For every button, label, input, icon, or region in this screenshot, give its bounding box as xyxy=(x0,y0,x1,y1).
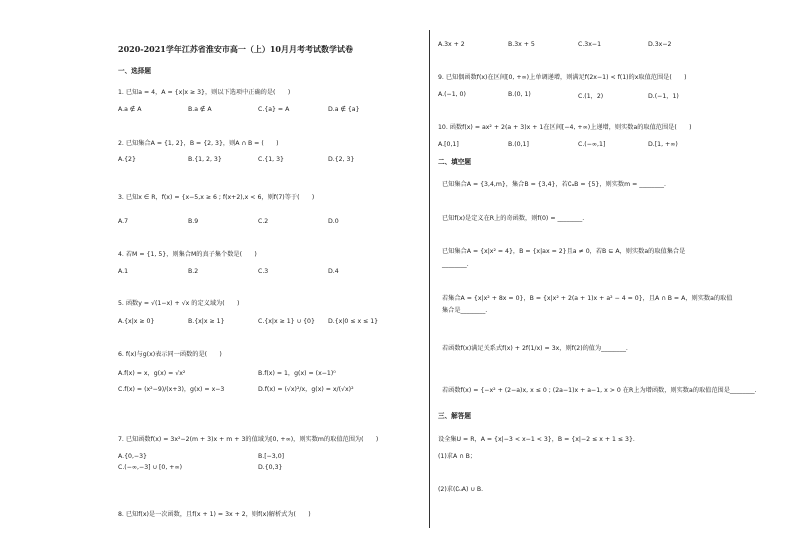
question-9: 9. 已知偶函数f(x)在区间[0, +∞)上单调递增，则满足f(2x−1) < f(1)的x取值范围是( ) xyxy=(438,74,687,81)
option: D.a ∉ {a} xyxy=(328,106,360,113)
answer-part-1: (1)求A ∩ B； xyxy=(438,453,477,460)
option: C.{1, 3} xyxy=(258,156,284,163)
option: A.a ∉ A xyxy=(118,106,142,113)
option: D.0 xyxy=(328,218,339,225)
question-8: 8. 已知f(x)是一次函数，且f(x + 1) = 3x + 2，则f(x)解析式为( ) xyxy=(118,511,311,518)
question-1: 1. 已知a = 4，A = {x|x ≥ 3}，则以下选项中正确的是( ) xyxy=(118,89,291,96)
option: D.3x−2 xyxy=(648,41,672,48)
page-title: 2020-2021学年江苏省淮安市高一（上）10月月考考试数学试卷 xyxy=(118,44,353,54)
option: D.{2, 3} xyxy=(328,156,355,163)
option: A.{0,−3} xyxy=(118,453,147,460)
option: B.[−3,0] xyxy=(258,453,285,460)
question-6: 6. f(x)与g(x)表示同一函数的是( ) xyxy=(118,351,222,358)
option: C.3 xyxy=(258,268,269,275)
option: C.(−∞,1] xyxy=(578,141,606,148)
option: B.{x|x ≥ 1} xyxy=(188,318,225,325)
answer-part-2: (2)求(∁ᵤA) ∪ B. xyxy=(438,486,484,493)
option: C.2 xyxy=(258,218,269,225)
column-divider xyxy=(429,30,430,528)
option: D.[1, +∞) xyxy=(648,141,678,148)
question-5: 5. 函数y = √(1−x) + √x 的定义域为( ) xyxy=(118,300,240,307)
option: C.{x|x ≥ 1} ∪ {0} xyxy=(258,318,315,325)
option: D.{x|0 ≤ x ≤ 1} xyxy=(328,318,379,325)
option: B.(0,1] xyxy=(508,141,529,148)
option: D.(−1，1) xyxy=(648,93,679,100)
fill-question-4: 若集合A = {x|x² + 8x = 0}，B = {x|x² + 2(a + 1)x + a² − 4 = 0}，且A ∩ B = A，则实数a的取值 xyxy=(442,295,733,302)
question-7: 7. 已知函数f(x) = 3x²−2(m + 3)x + m + 3的值域为[0, +∞)，则实数m的取值范围为( ) xyxy=(118,436,379,443)
option: B.3x + 5 xyxy=(508,41,535,48)
option: A.{x|x ≥ 0} xyxy=(118,318,155,325)
option: A.1 xyxy=(118,268,129,275)
fill-question-2: 已知f(x)是定义在R上的奇函数，则f(0) = ________. xyxy=(442,215,585,222)
option: C.(1，2) xyxy=(578,93,604,100)
section-heading-fill: 二、填空题 xyxy=(438,158,471,166)
fill-question-3-cont: ________. xyxy=(442,261,469,268)
question-4: 4. 若M = {1, 5}，则集合M的真子集个数是( ) xyxy=(118,251,257,258)
option: C.f(x) = (x²−9)/(x+3)，g(x) = x−3 xyxy=(118,386,225,393)
option: A.{2} xyxy=(118,156,136,163)
question-10: 10. 函数f(x) = ax² + 2(a + 3)x + 1在区间[−4, +∞)上递增，则实数a的取值范围是( ) xyxy=(438,124,692,131)
question-3: 3. 已知x ∈ R，f(x) = {x−5,x ≥ 6 ; f(x+2),x < 6，则f(7)等于( ) xyxy=(118,194,315,201)
section-heading-choice: 一、选择题 xyxy=(118,67,151,75)
option: A.(−1, 0) xyxy=(438,91,466,98)
option: A.7 xyxy=(118,218,129,225)
fill-question-3: 已知集合A = {x|x² = 4}，B = {x|ax = 2}且a ≠ 0，若B ⊆ A，则实数a的取值集合是 xyxy=(442,248,686,255)
option: C.3x−1 xyxy=(578,41,602,48)
fill-question-5: 若函数f(x)满足关系式f(x) + 2f(1/x) = 3x，则f(2)的值为________. xyxy=(442,345,628,352)
fill-question-6: 若函数f(x) = {−x² + (2−a)x, x ≤ 0 ; (2a−1)x + a−1, x > 0 在R上为增函数，则实数a的取值范围是________. xyxy=(442,387,757,394)
option: B.(0, 1) xyxy=(508,91,531,98)
answer-question-stem: 设全集U = R，A = {x|−3 < x−1 < 3}，B = {x|−2 ≤ x + 1 ≤ 3}. xyxy=(438,436,635,443)
right-column xyxy=(438,0,757,560)
option: A.f(x) = x，g(x) = √x² xyxy=(118,370,186,377)
fill-question-4-cont: 集合是________. xyxy=(442,307,488,314)
option: A.[0,1] xyxy=(438,141,459,148)
option: B.{1, 2, 3} xyxy=(188,156,222,163)
option: B.a ∉ A xyxy=(188,106,212,113)
option: B.2 xyxy=(188,268,199,275)
section-heading-answer: 三、解答题 xyxy=(438,412,471,420)
option: C.(−∞,−3] ∪ [0, +∞) xyxy=(118,464,183,471)
question-2: 2. 已知集合A = {1, 2}，B = {2, 3}，则A ∩ B = ( ) xyxy=(118,140,279,147)
option: B.f(x) = 1，g(x) = (x−1)⁰ xyxy=(258,370,336,377)
fill-question-1: 已知集合A = {3,4,m}，集合B = {3,4}，若∁ₐB = {5}，则实数m = ________. xyxy=(442,181,666,188)
option: D.{0,3} xyxy=(258,464,283,471)
option: A.3x + 2 xyxy=(438,41,465,48)
option: D.4 xyxy=(328,268,339,275)
option: B.9 xyxy=(188,218,199,225)
option: D.f(x) = (√x)²/x，g(x) = x/(√x)² xyxy=(258,386,354,393)
left-column xyxy=(118,0,418,560)
option: C.{a} = A xyxy=(258,106,290,113)
